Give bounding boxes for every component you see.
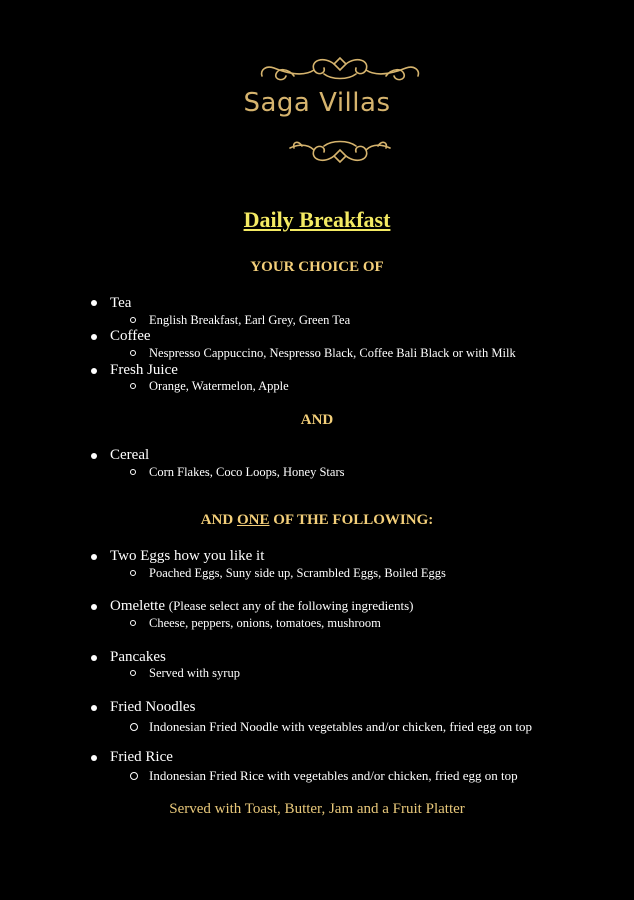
choice-heading: YOUR CHOICE OF (250, 259, 384, 275)
sub-bullet-icon (130, 723, 138, 731)
heading-prefix: AND (200, 512, 237, 528)
bullet-icon (91, 300, 97, 306)
menu-item-tea-detail: English Breakfast, Earl Grey, Green Tea (149, 313, 351, 327)
one-of-following-heading (0, 512, 634, 529)
menu-title: Daily Breakfast (243, 207, 391, 232)
menu-item-two-eggs: Two Eggs how you like it (110, 548, 265, 564)
menu-item-fried-rice-detail: Indonesian Fried Rice with vegetables and/or chicken, fried egg on top (149, 768, 518, 783)
heading-emphasis: ONE (236, 512, 270, 528)
sub-bullet-icon (130, 620, 136, 626)
sub-bullet-icon (130, 317, 136, 323)
sub-bullet-icon (130, 772, 138, 780)
menu-item-pancakes-detail: Served with syrup (149, 666, 240, 680)
bullet-icon (91, 705, 97, 711)
menu-item-fresh-juice: Fresh Juice (110, 362, 178, 378)
bullet-icon (91, 655, 97, 661)
sub-bullet-icon (130, 469, 136, 475)
menu-item-two-eggs-detail: Poached Eggs, Suny side up, Scrambled Eggs, Boiled Eggs (149, 566, 446, 580)
menu-item-tea: Tea (110, 295, 132, 311)
sub-bullet-icon (130, 383, 136, 389)
menu-item-fried-noodles-detail: Indonesian Fried Noodle with vegetables and/or chicken, fried egg on top (149, 719, 533, 734)
omelette-note: (Please select any of the following ingredients) (168, 598, 414, 613)
menu-item-coffee-detail: Nespresso Cappuccino, Nespresso Black, Coffee Bali Black or with Milk (149, 346, 516, 360)
menu-item-omelette (110, 598, 414, 615)
bullet-icon (91, 554, 97, 560)
menu-item-cereal-detail: Corn Flakes, Coco Loops, Honey Stars (149, 465, 345, 479)
menu-item-fried-noodles: Fried Noodles (110, 699, 196, 715)
bullet-icon (91, 453, 97, 459)
menu-item-cereal: Cereal (110, 447, 150, 463)
menu-item-omelette-detail: Cheese, peppers, onions, tomatoes, mushroom (149, 616, 381, 630)
bullet-icon (91, 755, 97, 761)
served-with-note: Served with Toast, Butter, Jam and a Fruit Platter (169, 801, 465, 817)
brand-name: Saga Villas (243, 88, 391, 118)
and-heading: AND (300, 412, 334, 428)
heading-suffix: OF THE FOLLOWING: (269, 512, 434, 528)
bullet-icon (91, 604, 97, 610)
bottom-flourish-icon (290, 142, 390, 163)
omelette-label: Omelette (110, 598, 165, 614)
menu-item-fresh-juice-detail: Orange, Watermelon, Apple (149, 379, 289, 393)
top-flourish-icon (262, 58, 419, 80)
menu-item-fried-rice: Fried Rice (110, 749, 173, 765)
menu-item-pancakes: Pancakes (110, 649, 166, 665)
bullet-icon (91, 334, 97, 340)
bullet-icon (91, 368, 97, 374)
sub-bullet-icon (130, 670, 136, 676)
sub-bullet-icon (130, 350, 136, 356)
sub-bullet-icon (130, 570, 136, 576)
menu-item-coffee: Coffee (110, 328, 151, 344)
